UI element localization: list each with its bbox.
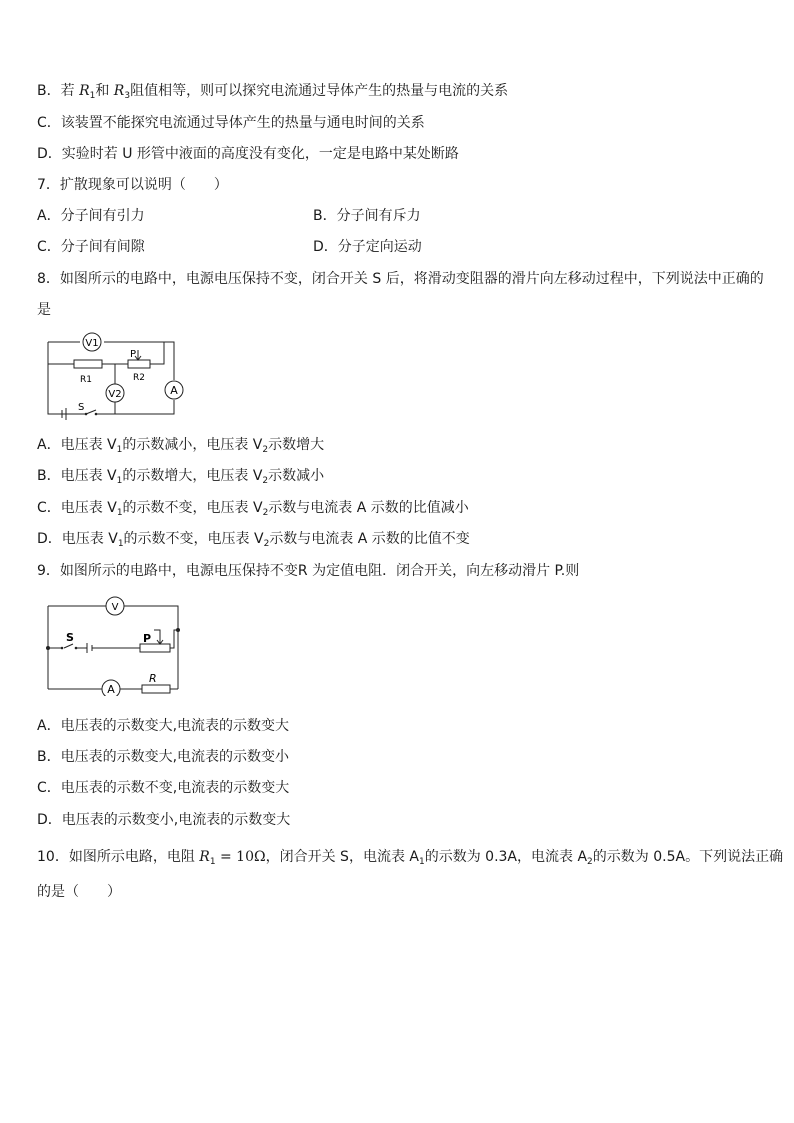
q9-ammeter-label: A	[107, 683, 115, 696]
q7-option-b: B．分子间有斥力	[313, 208, 421, 224]
q8-stem-line2: 是	[37, 302, 51, 318]
q8-r1-label: R1	[80, 375, 92, 385]
q8-option-a: A．电压表 $V_1$的示数减小，电压表 $V_2$示数增大	[37, 437, 325, 455]
q7-option-c: C．分子间有间隙	[37, 239, 145, 255]
q8-option-b: B．电压表 $V_1$的示数增大，电压表 $V_2$示数减小	[37, 468, 325, 486]
q9-option-c: C．电压表的示数不变,电流表的示数变大	[37, 780, 290, 796]
q7-option-d: D．分子定向运动	[313, 239, 422, 255]
q9-resistor-label: R	[149, 672, 157, 685]
q8-slider-label: P	[130, 349, 137, 360]
q6-option-d: D．实验时若 U 形管中液面的高度没有变化，一定是电路中某处断路	[37, 146, 459, 162]
q9-slider-label: P	[143, 632, 152, 645]
q8-r2-label: R2	[133, 373, 145, 383]
q8-option-d: D．电压表 $V_1$的示数不变，电压表 $V_2$示数与电流表 A 示数的比值不变	[37, 531, 470, 549]
q8-v1-label: V1	[85, 338, 99, 349]
q10-stem-line2: 的是（ ）	[37, 884, 121, 900]
q7-stem: 7．扩散现象可以说明（ ）	[37, 177, 228, 193]
q8-stem-line1: 8．如图所示的电路中，电源电压保持不变，闭合开关 S 后，将滑动变阻器的滑片向左移动过程中，下列说法中正确的	[37, 271, 764, 287]
q9-option-b: B．电压表的示数变大,电流表的示数变小	[37, 749, 290, 765]
q9-switch-label: S	[66, 631, 74, 644]
q6-option-b: B．若 $R_1$和 $R_3$阻值相等，则可以探究电流通过导体产生的热量与电流的关系	[37, 83, 509, 101]
q8-ammeter-label: A	[170, 384, 178, 397]
q10-stem-line1: 10．如图所示电路，电阻 $R_1 = 10\Omega$，闭合开关 S，电流表 $A_1$的示数为 0.3A，电流表 $A_2$的示数为 0.5A。下列说法正确	[37, 849, 784, 867]
q6-option-c: C．该装置不能探究电流通过导体产生的热量与通电时间的关系	[37, 115, 425, 131]
q9-circuit-diagram	[40, 596, 188, 696]
q9-option-a: A．电压表的示数变大,电流表的示数变大	[37, 718, 290, 734]
q7-option-a: A．分子间有引力	[37, 208, 145, 224]
q8-v2-label: V2	[108, 389, 122, 400]
q9-option-d: D．电压表的示数变小,电流表的示数变大	[37, 812, 291, 828]
q8-option-c: C．电压表 $V_1$的示数不变，电压表 $V_2$示数与电流表 A 示数的比值减小	[37, 500, 469, 518]
q8-switch-label: S	[78, 402, 85, 413]
q9-voltmeter-label: V	[111, 602, 119, 613]
q9-stem: 9．如图所示的电路中，电源电压保持不变R 为定值电阻．闭合开关，向左移动滑片 P.则	[37, 563, 580, 579]
q8-circuit-diagram	[40, 330, 190, 420]
